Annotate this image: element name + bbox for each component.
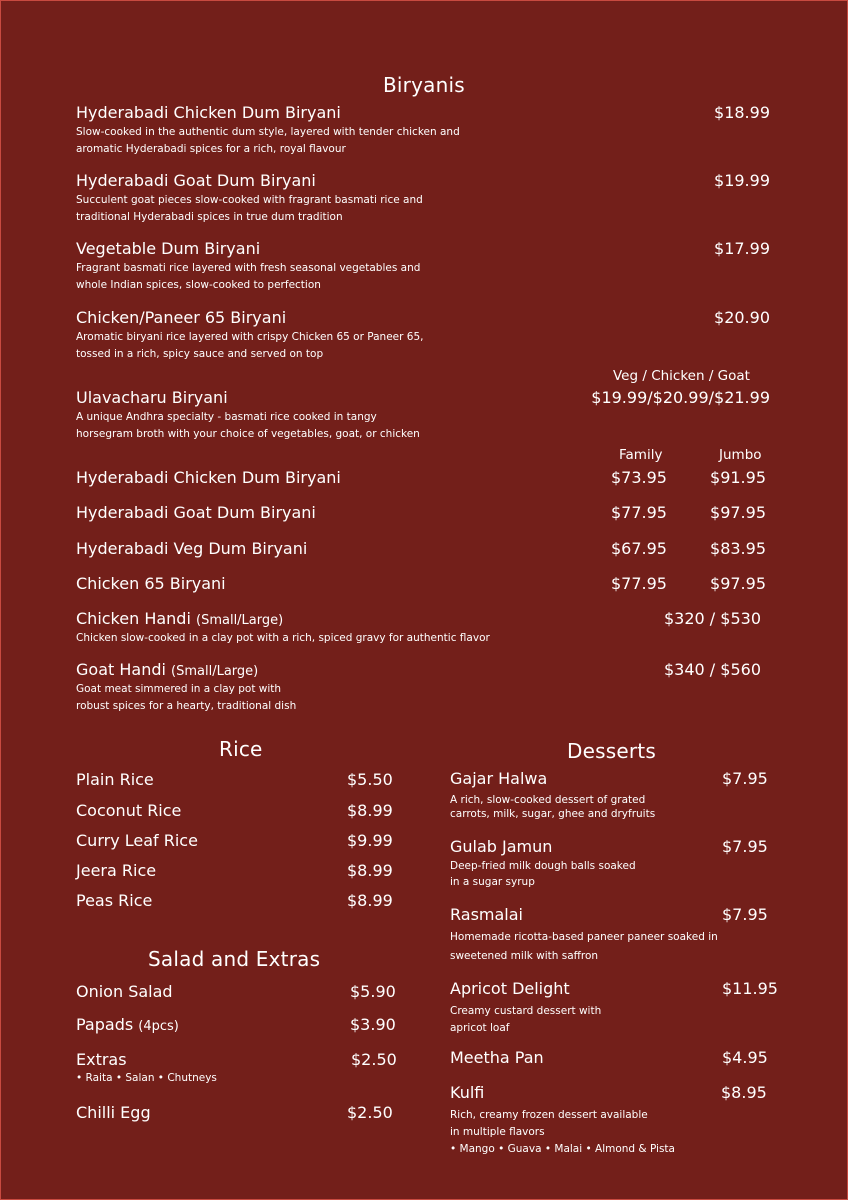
- menu-item-name: Hyderabadi Goat Dum Biryani: [76, 171, 316, 190]
- menu-item-price: $340 / $560: [664, 660, 761, 679]
- salad-item-name: [76, 1015, 179, 1034]
- menu-item-description: Fragrant basmati rice layered with fresh seasonal vegetables and: [76, 262, 421, 274]
- menu-item-description: aromatic Hyderabadi spices for a rich, royal flavour: [76, 143, 346, 155]
- dessert-name: Gulab Jamun: [450, 837, 553, 856]
- dessert-description: A rich, slow-cooked dessert of grated: [450, 794, 646, 806]
- rice-item-price: $8.99: [347, 861, 393, 880]
- rice-item-name: Peas Rice: [76, 891, 153, 910]
- rice-item-price: $8.99: [347, 801, 393, 820]
- rice-item-price: $9.99: [347, 831, 393, 850]
- dessert-price: $7.95: [722, 905, 768, 924]
- rice-item-name: Jeera Rice: [76, 861, 157, 880]
- family-header: Family: [619, 447, 663, 463]
- jumbo-price: $91.95: [710, 468, 766, 487]
- family-price: $73.95: [611, 468, 667, 487]
- menu-item-name: Hyderabadi Chicken Dum Biryani: [76, 103, 341, 122]
- dessert-description: in a sugar syrup: [450, 876, 535, 888]
- jumbo-price: $97.95: [710, 503, 766, 522]
- family-item-name: Hyderabadi Goat Dum Biryani: [76, 503, 316, 522]
- menu-item-description: whole Indian spices, slow-cooked to perfection: [76, 279, 321, 291]
- family-price: $67.95: [611, 539, 667, 558]
- menu-item-price: $17.99: [714, 239, 770, 258]
- dessert-price: $11.95: [722, 979, 778, 998]
- menu-item-description: Chicken slow-cooked in a clay pot with a rich, spiced gravy for authentic flavor: [76, 632, 490, 644]
- dessert-description: sweetened milk with saffron: [450, 950, 599, 962]
- rice-item-name: Plain Rice: [76, 770, 154, 789]
- menu-item-price: $19.99: [714, 171, 770, 190]
- menu-item-description: robust spices for a hearty, traditional dish: [76, 700, 297, 712]
- dessert-description: in multiple flavors: [450, 1126, 545, 1138]
- rice-title: Rice: [219, 737, 263, 761]
- rice-item-name: Curry Leaf Rice: [76, 831, 198, 850]
- dessert-price: $7.95: [722, 769, 768, 788]
- menu-item-description: Aromatic biryani rice layered with crispy Chicken 65 or Paneer 65,: [76, 331, 424, 343]
- family-price: $77.95: [611, 503, 667, 522]
- dessert-description: Creamy custard dessert with: [450, 1005, 602, 1017]
- salad-item-name: Extras: [76, 1050, 127, 1069]
- dessert-name: Meetha Pan: [450, 1048, 544, 1067]
- papads-name: Papads: [76, 1015, 134, 1034]
- menu-item-name: [76, 660, 258, 679]
- menu-item-name: Vegetable Dum Biryani: [76, 239, 261, 258]
- dessert-name: Kulfi: [450, 1083, 485, 1102]
- menu-item-name: [76, 609, 283, 628]
- rice-item-price: $5.50: [347, 770, 393, 789]
- dessert-name: Gajar Halwa: [450, 769, 548, 788]
- menu-item-price: $20.90: [714, 308, 770, 327]
- dessert-price: $8.95: [721, 1083, 767, 1102]
- biryanis-title: Biryanis: [383, 73, 465, 97]
- menu-item-description: Succulent goat pieces slow-cooked with fragrant basmati rice and: [76, 194, 423, 206]
- salad-item-price: $2.50: [347, 1103, 393, 1122]
- salad-item-price: $5.90: [350, 982, 396, 1001]
- dessert-price: $4.95: [722, 1048, 768, 1067]
- dessert-name: Rasmalai: [450, 905, 523, 924]
- size-tag: (Small/Large): [196, 613, 284, 628]
- menu-item-description: traditional Hyderabadi spices in true dum tradition: [76, 211, 343, 223]
- dessert-price: $7.95: [722, 837, 768, 856]
- salad-item-name: Onion Salad: [76, 982, 173, 1001]
- family-item-name: Hyderabadi Veg Dum Biryani: [76, 539, 308, 558]
- salad-item-price: $3.90: [350, 1015, 396, 1034]
- salad-item-name: Chilli Egg: [76, 1103, 151, 1122]
- dessert-description: Homemade ricotta-based paneer paneer soaked in: [450, 931, 718, 943]
- ulavacharu-price-header: Veg / Chicken / Goat: [613, 368, 750, 384]
- jumbo-price: $83.95: [710, 539, 766, 558]
- extras-list: • Raita • Salan • Chutneys: [76, 1072, 217, 1084]
- menu-item-price: $18.99: [714, 103, 770, 122]
- dessert-description: carrots, milk, sugar, ghee and dryfruits: [450, 808, 656, 820]
- menu-item-name: Chicken/Paneer 65 Biryani: [76, 308, 287, 327]
- jumbo-price: $97.95: [710, 574, 766, 593]
- family-item-name: Hyderabadi Chicken Dum Biryani: [76, 468, 341, 487]
- menu-item-name: Ulavacharu Biryani: [76, 388, 228, 407]
- desserts-title: Desserts: [567, 739, 656, 763]
- salad-item-price: $2.50: [351, 1050, 397, 1069]
- rice-item-name: Coconut Rice: [76, 801, 182, 820]
- dessert-description: Rich, creamy frozen dessert available: [450, 1109, 648, 1121]
- handi-name: Chicken Handi: [76, 609, 191, 628]
- menu-item-description: horsegram broth with your choice of vegetables, goat, or chicken: [76, 428, 420, 440]
- family-price: $77.95: [611, 574, 667, 593]
- menu-item-price: $19.99/$20.99/$21.99: [591, 388, 770, 407]
- dessert-description: apricot loaf: [450, 1022, 510, 1034]
- dessert-description: Deep-fried milk dough balls soaked: [450, 860, 636, 872]
- menu-item-description: tossed in a rich, spicy sauce and served on top: [76, 348, 324, 360]
- menu-item-price: $320 / $530: [664, 609, 761, 628]
- menu-item-description: A unique Andhra specialty - basmati rice cooked in tangy: [76, 411, 377, 423]
- size-tag: (4pcs): [138, 1019, 179, 1034]
- size-tag: (Small/Large): [171, 664, 259, 679]
- family-item-name: Chicken 65 Biryani: [76, 574, 226, 593]
- dessert-name: Apricot Delight: [450, 979, 570, 998]
- jumbo-header: Jumbo: [719, 447, 762, 463]
- menu-item-description: Goat meat simmered in a clay pot with: [76, 683, 282, 695]
- salad-title: Salad and Extras: [148, 947, 321, 971]
- menu-item-description: Slow-cooked in the authentic dum style, layered with tender chicken and: [76, 126, 460, 138]
- rice-item-price: $8.99: [347, 891, 393, 910]
- kulfi-flavors: • Mango • Guava • Malai • Almond & Pista: [450, 1143, 675, 1155]
- handi-name: Goat Handi: [76, 660, 166, 679]
